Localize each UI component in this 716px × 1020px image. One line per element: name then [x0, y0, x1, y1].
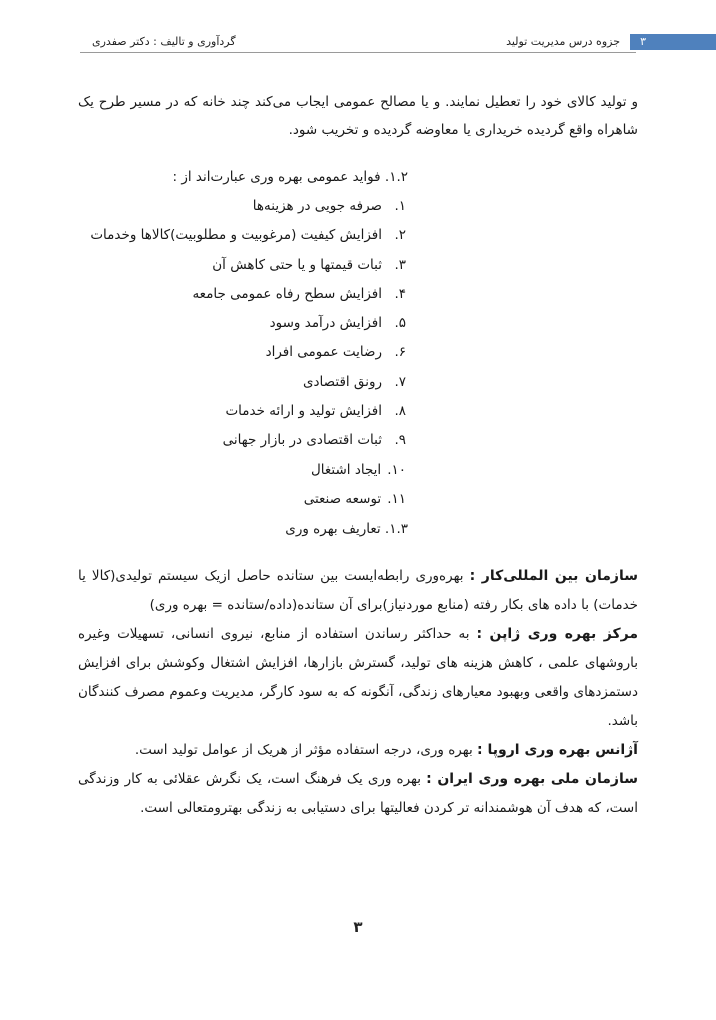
definitions-list [78, 562, 638, 823]
definition-paragraph [78, 562, 638, 620]
definition-text: به حداکثر رساندن استفاده از منابع، نیروی انسانی، تسهیلات وغیره باروشهای علمی ، کاهش هزینه های تولید، گسترش بازارها، افزایش اشتغال وکوشش برای افزایش دستمزدهای واقعی وبهبود معیارهای زندگی، آنگونه که به سود کارگر، مدیریت وعموم مصرف کنندگان باشد. [78, 626, 638, 730]
definition-paragraph [78, 736, 638, 765]
benefit-item [78, 251, 406, 280]
benefits-heading: ۱.۲. فواید عمومی بهره وری عبارت‌اند از : [172, 169, 408, 185]
page-header [0, 34, 716, 52]
page-content [78, 88, 638, 823]
benefit-item-number: ۵. [394, 315, 406, 332]
definition-paragraph [78, 620, 638, 736]
benefit-item-number: ۲. [394, 227, 406, 244]
benefit-item-number: ۱. [394, 198, 406, 214]
definition-term: مرکز بهره وری ژاپن : [476, 626, 638, 643]
page-number-footer: ۳ [353, 918, 363, 936]
benefit-item-text: افزایش درآمد وسود [269, 315, 382, 332]
benefit-item [78, 280, 406, 309]
definition-term: آژانس بهره وری اروپا : [477, 742, 638, 759]
header-page-number: ۳ [630, 34, 716, 50]
benefit-item-number: ۱۰. [387, 461, 406, 478]
benefit-item [78, 309, 406, 338]
header-title: جزوه درس مدیریت تولید [506, 35, 620, 48]
benefit-item-number: ۸. [394, 403, 406, 420]
benefit-item [78, 485, 406, 514]
benefit-item-text: ثبات قیمتها و یا حتی کاهش آن [212, 256, 382, 273]
definition-text: بهره‌وری رابطه‌ایست بین ستانده حاصل ازیک سیستم تولیدی(کالا یا خدمات) با داده های بکار رفته (منابع موردنیاز)برای آن ستانده(داده/ستانده = بهره وری) [78, 568, 638, 614]
definition-text: بهره وری، درجه استفاده مؤثر از هریک از عوامل تولید است. [134, 742, 473, 759]
benefit-item-text: ثبات اقتصادی در بازار جهانی [222, 432, 382, 449]
benefit-item [78, 338, 406, 367]
benefit-item-number: ۹. [394, 432, 406, 449]
benefit-item-text: رونق اقتصادی [302, 373, 382, 390]
benefit-item [78, 192, 406, 221]
benefit-item-text: افزایش تولید و ارائه خدمات [225, 403, 382, 420]
benefits-list [78, 192, 638, 514]
benefit-item [78, 221, 406, 250]
benefit-item-text: ایجاد اشتغال [310, 461, 382, 478]
benefit-item-text: افزایش سطح رفاه عمومی جامعه [192, 285, 382, 302]
intro-paragraph: و تولید کالای خود را تعطیل نمایند. و یا مصالح عمومی ایجاب می‌کند چند خانه که در مسیر طرح یک شاهراه واقع گردیده خریداری یا معاوضه گردیده و تخریب شود. [78, 94, 638, 138]
benefit-item [78, 456, 406, 485]
benefit-item-text: صرفه جویی در هزینه‌ها [252, 198, 382, 214]
benefit-item-number: ۳. [394, 256, 406, 273]
definition-paragraph [78, 765, 638, 823]
header-divider [80, 52, 636, 53]
definitions-heading: ۱.۳. تعاریف بهره وری [285, 521, 408, 538]
benefit-item-text: افزایش کیفیت (مرغوبیت و مطلوبیت)کالاها وخدمات [90, 227, 382, 244]
benefit-item [78, 426, 406, 455]
definition-term: سازمان بین المللی‌کار : [469, 568, 638, 585]
benefit-item [78, 397, 406, 426]
definition-term: سازمان ملی بهره وری ایران : [426, 771, 638, 788]
definition-text: بهره وری یک فرهنگ است، یک نگرش عقلائی به کار وزندگی است، که هدف آن هوشمندانه تر کردن فعالیتها برای دستیابی به زندگی بهترومتعالی است. [78, 771, 638, 817]
benefit-item-number: ۱۱. [387, 490, 406, 507]
benefit-item-text: توسعه صنعتی [303, 490, 382, 507]
benefit-item [78, 368, 406, 397]
benefit-item-number: ۶. [394, 344, 406, 361]
benefit-item-number: ۴. [394, 285, 406, 302]
header-author: گردآوری و تالیف : دکتر صفدری [92, 35, 236, 48]
benefit-item-number: ۷. [394, 373, 406, 390]
benefit-item-text: رضایت عمومی افراد [265, 344, 382, 361]
